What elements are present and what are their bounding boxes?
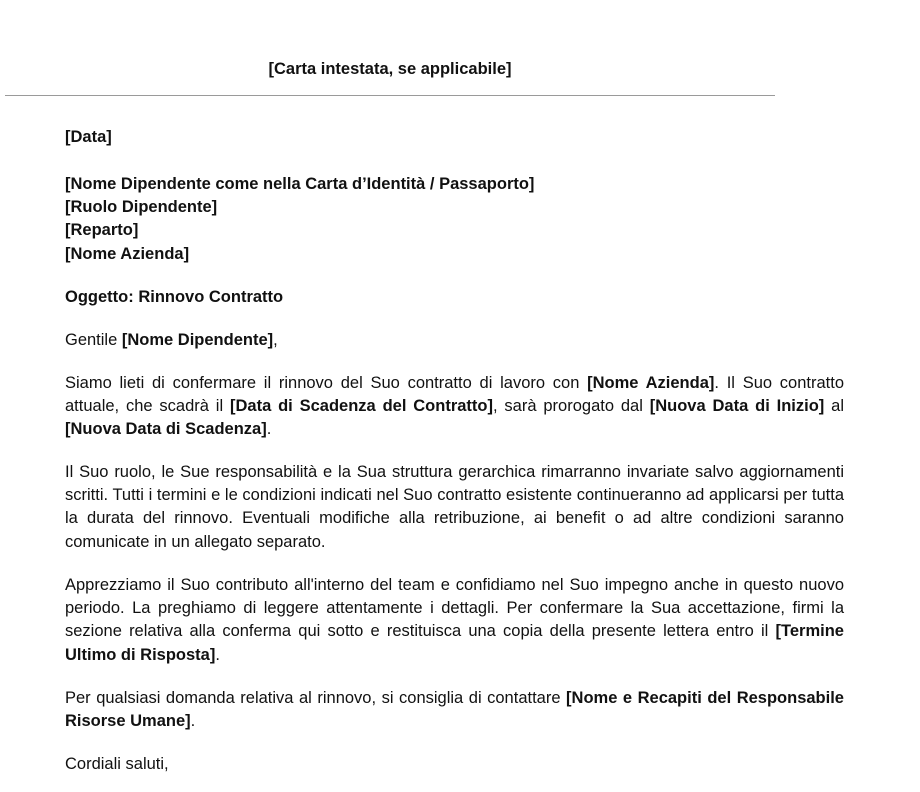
salutation-suffix: ,	[273, 331, 278, 349]
p4-hr-contact-placeholder: [Nome e Recapiti del Responsabile Risorse Umane]	[65, 689, 844, 731]
paragraph-contact	[65, 687, 844, 733]
salutation-prefix: Gentile	[65, 331, 122, 349]
p1-text-2: . Il Suo contratto attuale, che scadrà il	[65, 374, 844, 416]
recipient-address	[65, 173, 844, 266]
p4-text-2: .	[190, 712, 196, 731]
p3-deadline-placeholder: [Termine Ultimo di Risposta]	[65, 622, 844, 664]
p1-text-3: , sarà prorogato dal	[493, 397, 650, 416]
p1-company-placeholder: [Nome Azienda]	[587, 374, 715, 392]
p1-text-1: Siamo lieti di confermare il rinnovo del Suo contratto di lavoro con	[65, 374, 588, 392]
p1-new-end-placeholder: [Nuova Data di Scadenza]	[65, 420, 267, 439]
p1-new-start-placeholder: [Nuova Data di Inizio]	[649, 397, 825, 416]
subject-line: Oggetto: Rinnovo Contratto	[65, 288, 284, 306]
p1-expiry-placeholder: [Data di Scadenza del Contratto]	[229, 397, 493, 416]
recipient-name: [Nome Dipendente come nella Carta d’Identità / Passaporto]	[65, 175, 535, 193]
p1-text-5: .	[266, 420, 272, 439]
paragraph-acceptance	[65, 574, 844, 667]
closing: Cordiali saluti,	[65, 755, 169, 773]
recipient-company: [Nome Azienda]	[65, 244, 190, 263]
recipient-role: [Ruolo Dipendente]	[65, 198, 218, 217]
p1-text-4: al	[824, 397, 844, 416]
p4-text-1: Per qualsiasi domanda relativa al rinnovo, si consiglia di contattare	[65, 689, 567, 707]
p3-text-2: .	[215, 645, 220, 664]
date-field: [Data]	[65, 128, 112, 146]
paragraph-renewal-confirmation	[65, 372, 844, 442]
p3-text-1: Apprezziamo il Suo contributo all'interno del team e confidiamo nel Suo impegno anche in questo nuovo periodo. La preghiamo di leggere attentamente i dettagli. Per confermare la Sua accettazione, firmi la sezione relativa alla conferma qui sotto e restituisca una copia della presente lettera entro il	[65, 576, 844, 641]
recipient-department: [Reparto]	[65, 221, 139, 240]
letterhead: [Carta intestata, se applicabile]	[268, 60, 512, 78]
letterhead-divider	[5, 95, 775, 96]
paragraph-terms: Il Suo ruolo, le Sue responsabilità e la Sua struttura gerarchica rimarranno invariate salvo aggiornamenti scritti. Tutti i termini e le condizioni indicati nel Suo contratto esistente continueranno ad applicarsi per tutta la durata del rinnovo. Eventuali modifiche alla retribuzione, ai benefit o ad altre condizioni saranno comunicate in un allegato separato.	[65, 463, 844, 551]
salutation-name: [Nome Dipendente]	[121, 331, 274, 349]
salutation	[65, 329, 844, 352]
